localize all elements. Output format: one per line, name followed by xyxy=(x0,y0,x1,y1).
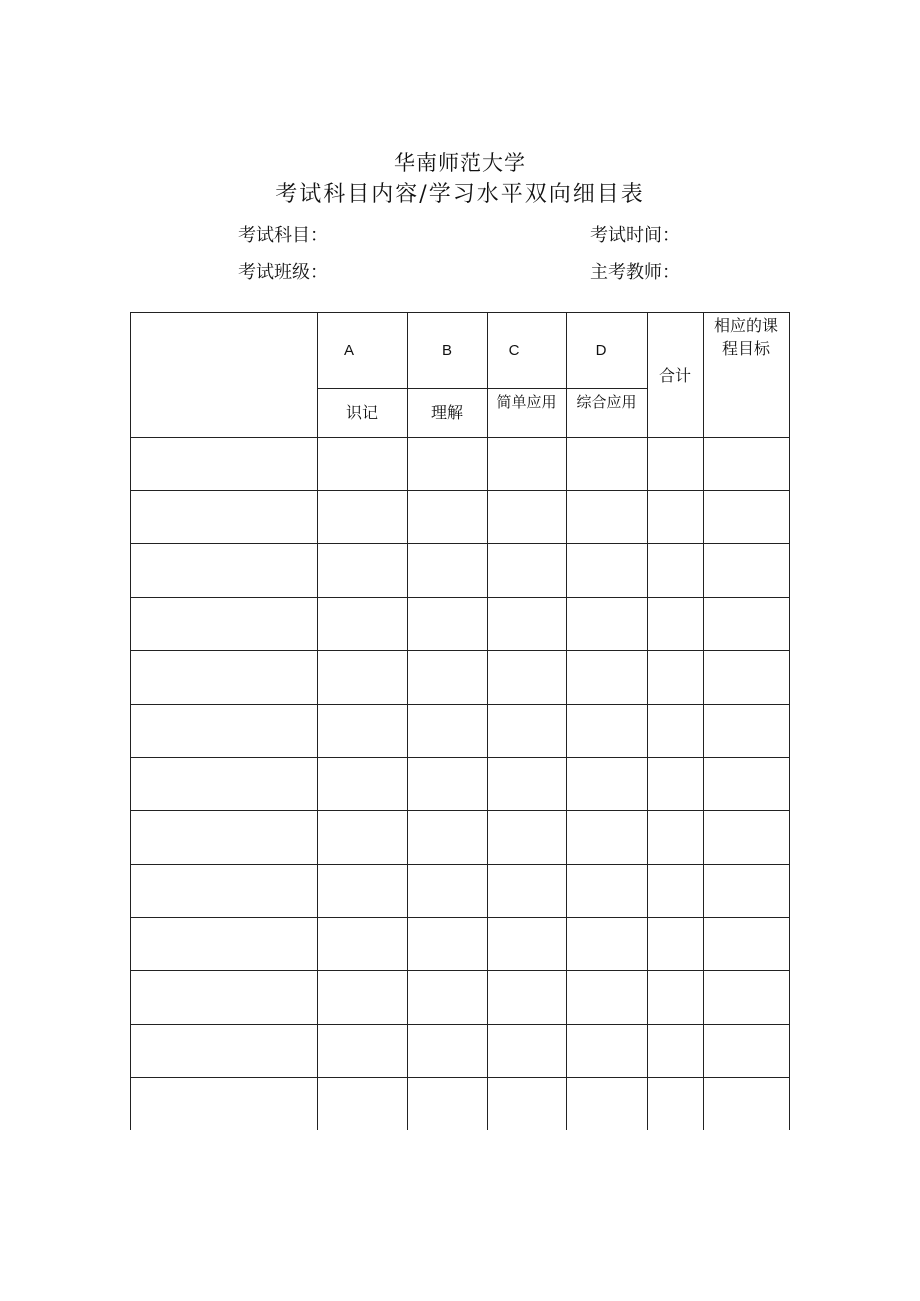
level-name-understand: 理解 xyxy=(430,403,463,422)
level-code-b: B xyxy=(441,342,452,359)
level-name-recall: 识记 xyxy=(345,403,378,422)
row-divider xyxy=(130,1024,790,1025)
level-name-simple-application: 简单应用 xyxy=(496,393,557,411)
course-goal-header-line2: 程目标 xyxy=(721,339,770,358)
level-name-comprehensive-application: 综合应用 xyxy=(576,393,637,411)
row-divider xyxy=(130,543,790,544)
column-divider xyxy=(566,312,567,1130)
field-class: 考试班级： xyxy=(238,262,328,283)
level-code-d: D xyxy=(595,342,607,359)
level-code-c: C xyxy=(508,342,520,359)
field-time: 考试时间： xyxy=(590,225,680,246)
row-divider xyxy=(130,490,790,491)
level-code-a: A xyxy=(343,342,354,359)
row-divider xyxy=(130,864,790,865)
column-divider xyxy=(317,312,318,1130)
header-divider xyxy=(317,388,647,389)
column-divider xyxy=(487,312,488,1130)
row-divider xyxy=(130,704,790,705)
column-divider xyxy=(647,312,648,1130)
field-teacher: 主考教师： xyxy=(590,262,680,283)
row-divider xyxy=(130,1077,790,1078)
page-title-table: 考试科目内容/学习水平双向细目表 xyxy=(275,182,645,207)
table-border-top xyxy=(130,312,790,313)
page-title-university: 华南师范大学 xyxy=(394,151,526,175)
row-divider xyxy=(130,757,790,758)
field-subject: 考试科目： xyxy=(238,225,328,246)
column-divider xyxy=(703,312,704,1130)
table-border-left xyxy=(130,312,131,1130)
row-divider xyxy=(130,597,790,598)
row-divider xyxy=(130,917,790,918)
table-border-right xyxy=(789,312,790,1130)
row-divider xyxy=(130,810,790,811)
total-header: 合计 xyxy=(658,366,691,385)
detail-table xyxy=(130,312,790,1132)
column-divider xyxy=(407,312,408,1130)
row-divider xyxy=(130,970,790,971)
row-divider xyxy=(130,650,790,651)
course-goal-header-line1: 相应的课 xyxy=(713,316,778,335)
header-bottom xyxy=(130,437,790,438)
